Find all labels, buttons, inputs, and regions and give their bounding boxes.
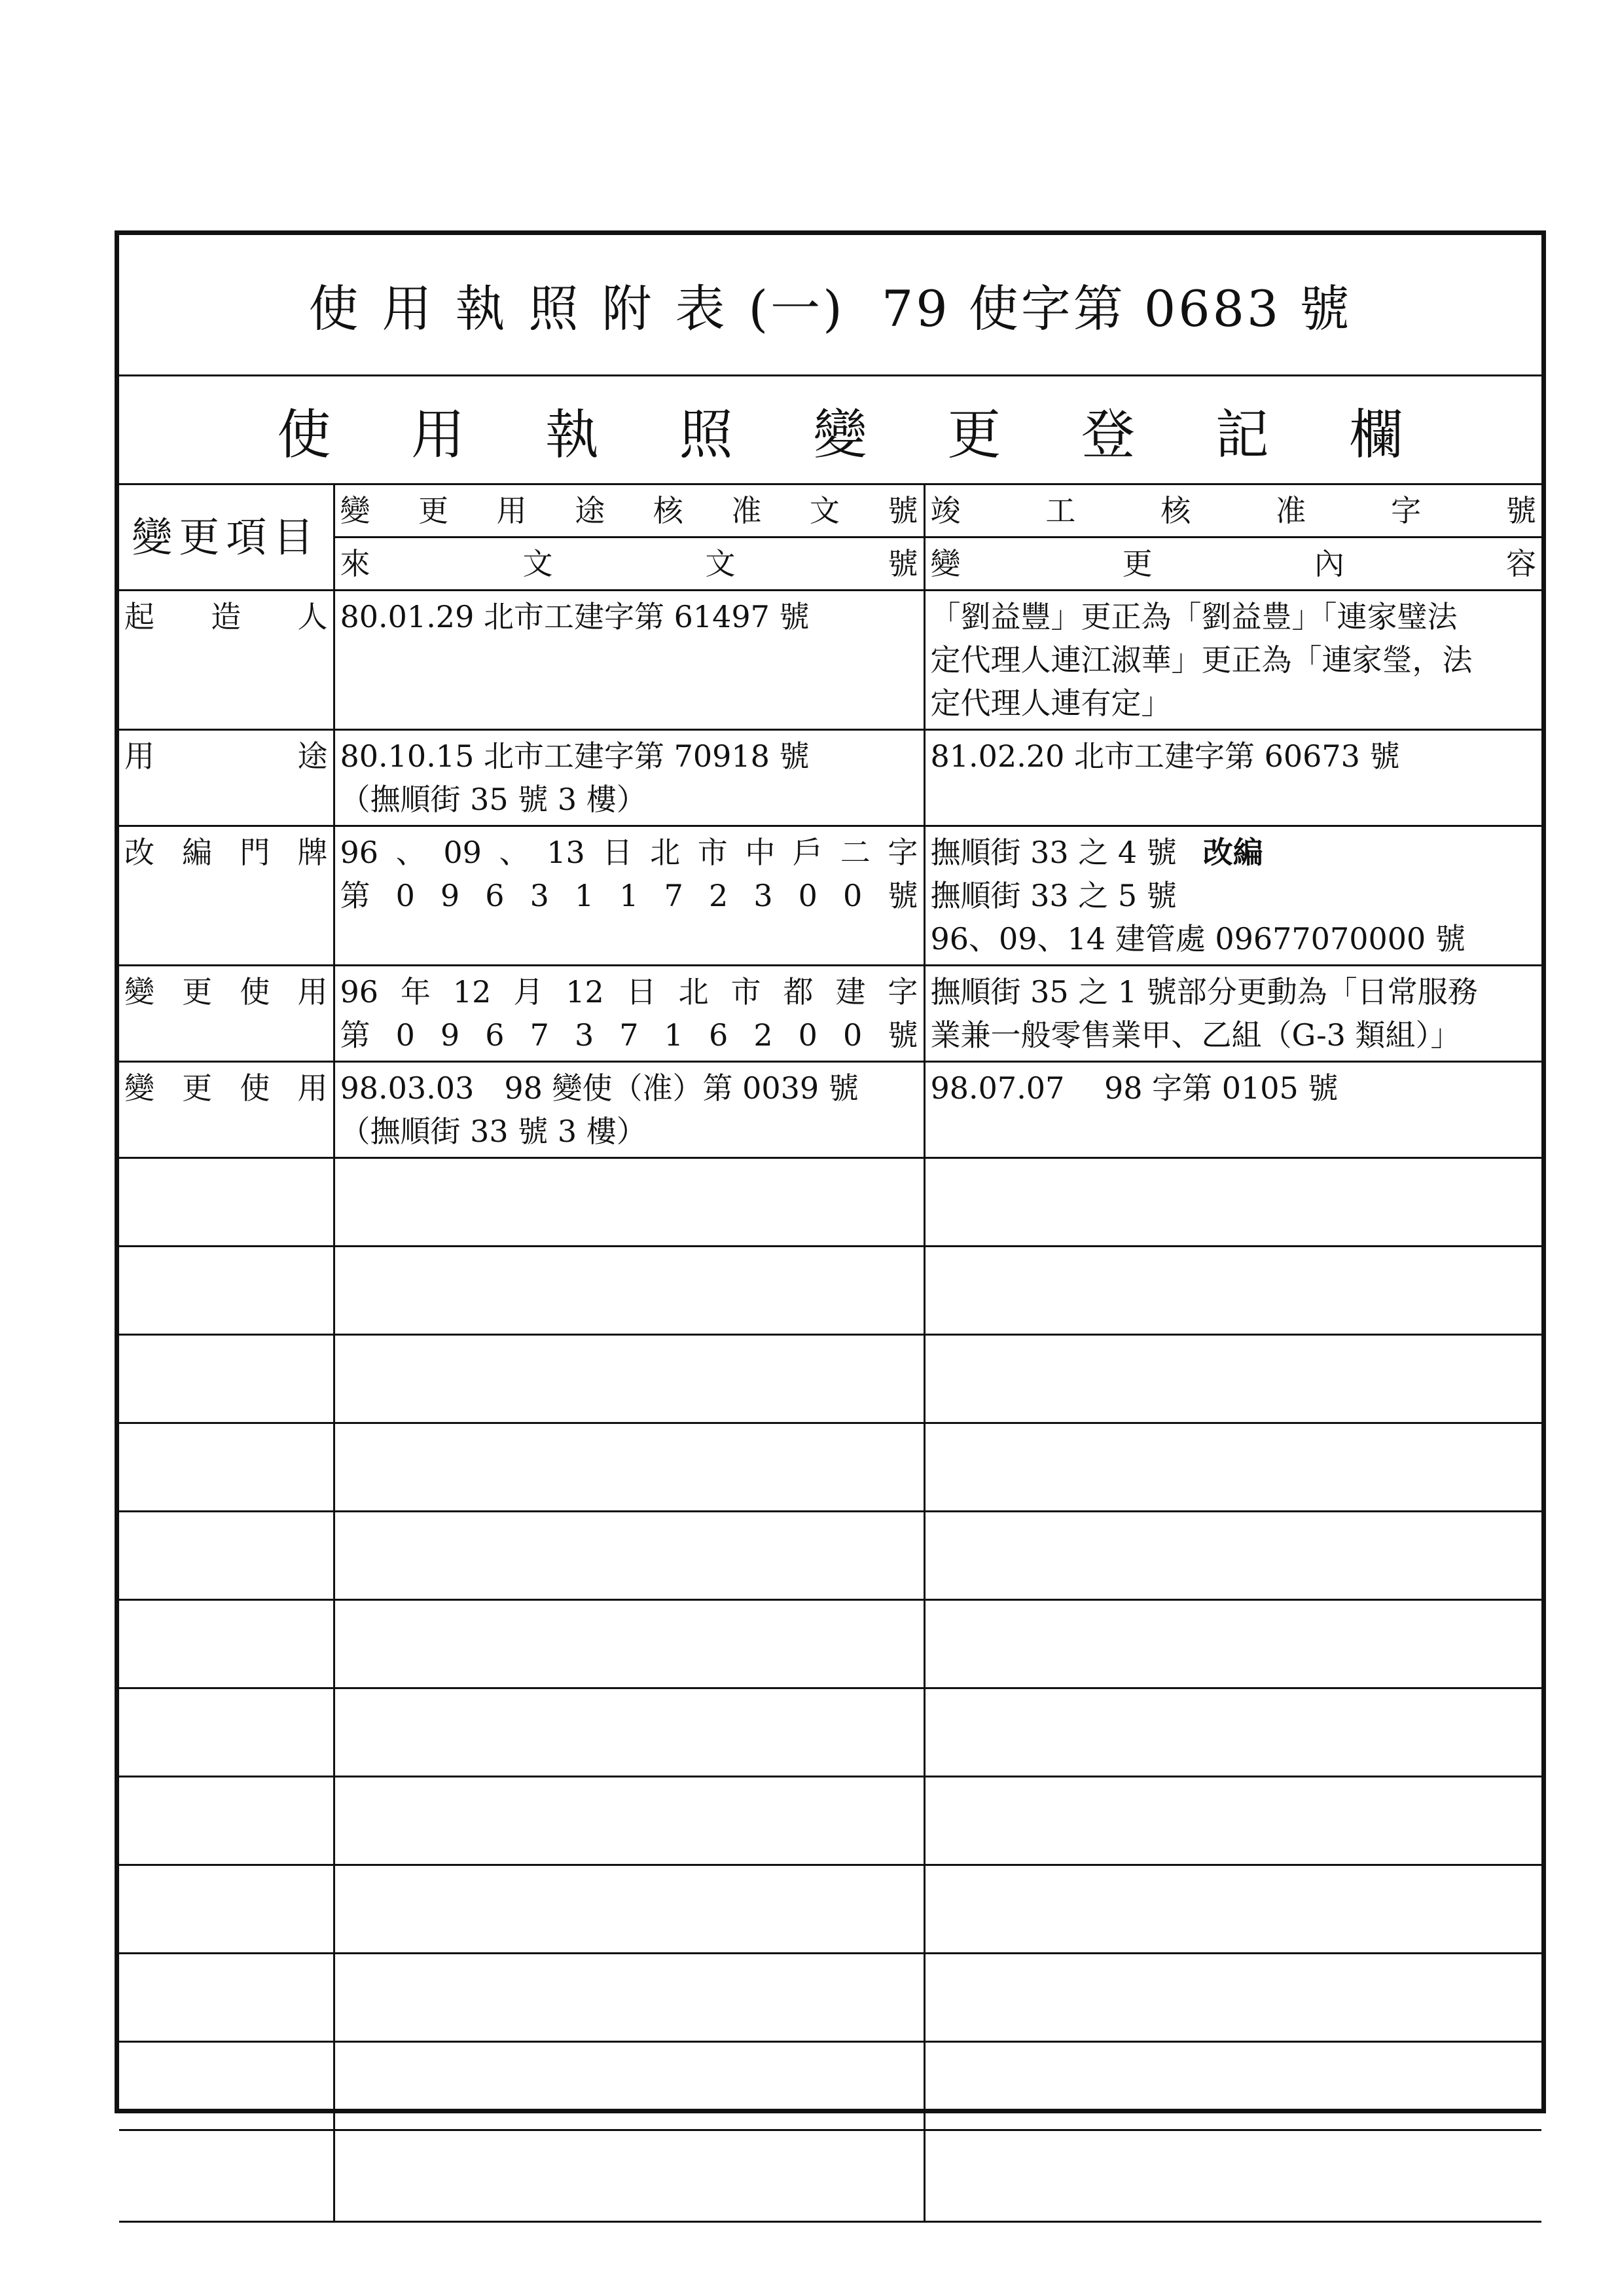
content-cell bbox=[924, 1062, 1541, 1158]
spaced-char: 0 bbox=[798, 878, 818, 913]
spaced-char: 0 bbox=[395, 878, 415, 913]
spaced-char: 日 bbox=[602, 835, 633, 870]
subtitle-char: 執 bbox=[545, 404, 599, 466]
license-form bbox=[115, 230, 1546, 2113]
change-content-header bbox=[924, 538, 1541, 591]
spaced-char: 1 bbox=[664, 1017, 683, 1053]
spaced-char: 使 bbox=[240, 974, 270, 1010]
subtitle-char: 變 bbox=[813, 404, 867, 466]
spaced-char: 12 bbox=[566, 974, 604, 1010]
spaced-char: 核 bbox=[1160, 493, 1191, 528]
spaced-char: 變 bbox=[930, 546, 961, 581]
spaced-char: 2 bbox=[708, 878, 728, 913]
spaced-char: 字 bbox=[1391, 493, 1422, 528]
cell-line: 98.07.07 98 字第 0105 號 bbox=[930, 1070, 1339, 1106]
table-row bbox=[119, 730, 1541, 826]
subtitle-char: 欄 bbox=[1349, 404, 1403, 466]
title-char: 使 bbox=[308, 280, 361, 338]
empty-row bbox=[119, 1954, 1541, 2042]
spaced-char: 准 bbox=[1276, 493, 1306, 528]
spaced-char: 市 bbox=[697, 835, 728, 870]
spaced-char: 市 bbox=[730, 974, 761, 1010]
spaced-char: 7 bbox=[664, 878, 683, 913]
cell-line: 業兼一般零售業甲、乙組（G-3 類組）」 bbox=[930, 1017, 1461, 1053]
spaced-char: 變 bbox=[124, 1070, 154, 1106]
spaced-char: 0 bbox=[843, 1017, 863, 1053]
item-cell bbox=[119, 591, 334, 730]
spaced-char: 變 bbox=[124, 974, 154, 1010]
cell-line: 「劉益豐」更正為「劉益豊」「連家璧法 bbox=[930, 599, 1458, 634]
spaced-char: 3 bbox=[530, 878, 549, 913]
spaced-char: 造 bbox=[211, 599, 242, 634]
item-cell bbox=[119, 730, 334, 826]
spaced-char: 戶 bbox=[793, 835, 823, 870]
title-char: 執 bbox=[455, 280, 508, 338]
spaced-char: 來 bbox=[340, 546, 370, 581]
spaced-char: 容 bbox=[1505, 546, 1536, 581]
subtitle-char: 照 bbox=[679, 404, 733, 466]
doc-cell bbox=[334, 966, 924, 1062]
cell-line: 98.03.03 98 變使（准）第 0039 號 bbox=[340, 1070, 859, 1106]
item-cell bbox=[119, 1062, 334, 1158]
spaced-char: 第 bbox=[340, 878, 370, 913]
content-line: 撫順街 33 之 4 號 bbox=[930, 835, 1177, 870]
spaced-char: 用 bbox=[297, 974, 328, 1010]
content-line: 96、09、14 建管處 09677070000 號 bbox=[930, 921, 1465, 957]
spaced-char: 竣 bbox=[930, 493, 961, 528]
spaced-char: 0 bbox=[798, 1017, 818, 1053]
spaced-char: 96 bbox=[340, 835, 379, 870]
item-header: 變更項目 bbox=[119, 484, 334, 591]
spaced-char: 用 bbox=[297, 1070, 328, 1106]
spaced-char: 途 bbox=[575, 493, 605, 528]
spaced-char: 6 bbox=[485, 1017, 505, 1053]
doc-cell bbox=[334, 591, 924, 730]
spaced-char: 起 bbox=[124, 599, 154, 634]
cell-line: 81.02.20 北市工建字第 60673 號 bbox=[930, 738, 1400, 774]
content-cell bbox=[924, 966, 1541, 1062]
spaced-char: 更 bbox=[1122, 546, 1153, 581]
spaced-char: 號 bbox=[1505, 493, 1536, 528]
spaced-char: 途 bbox=[297, 738, 328, 774]
spaced-char: 0 bbox=[395, 1017, 415, 1053]
empty-row bbox=[119, 1688, 1541, 1777]
subtitle-char: 更 bbox=[947, 404, 1001, 466]
spaced-char: 使 bbox=[240, 1070, 270, 1106]
cell-line: （撫順街 33 號 3 樓） bbox=[340, 1114, 647, 1149]
spaced-char: 9 bbox=[440, 878, 460, 913]
spaced-char: 號 bbox=[888, 546, 918, 581]
header-row-top bbox=[119, 484, 1541, 538]
spaced-char: 6 bbox=[485, 878, 505, 913]
cell-line: （撫順街 35 號 3 樓） bbox=[340, 782, 647, 817]
spaced-char: 第 bbox=[340, 1017, 370, 1053]
spaced-char: 更 bbox=[182, 1070, 213, 1106]
renumber-tag: 改編 bbox=[1202, 835, 1263, 870]
cell-line: 80.01.29 北市工建字第 61497 號 bbox=[340, 599, 810, 634]
spaced-char: 文 bbox=[705, 546, 736, 581]
spaced-char: 文 bbox=[809, 493, 840, 528]
content-cell bbox=[924, 826, 1541, 966]
spaced-char: 1 bbox=[619, 878, 639, 913]
spaced-char: 號 bbox=[888, 493, 918, 528]
spaced-char: 工 bbox=[1045, 493, 1076, 528]
spaced-char: 內 bbox=[1314, 546, 1344, 581]
spaced-char: 更 bbox=[418, 493, 449, 528]
form-subtitle bbox=[119, 376, 1541, 484]
spaced-char: 用 bbox=[124, 738, 154, 774]
spaced-char: 月 bbox=[513, 974, 544, 1010]
spaced-char: 人 bbox=[297, 599, 328, 634]
spaced-char: 更 bbox=[182, 974, 213, 1010]
empty-row bbox=[119, 2042, 1541, 2130]
incoming-doc-header bbox=[334, 538, 924, 591]
spaced-char: 北 bbox=[650, 835, 681, 870]
empty-row bbox=[119, 1423, 1541, 1512]
empty-row bbox=[119, 1247, 1541, 1335]
subtitle-char: 記 bbox=[1215, 404, 1269, 466]
cell-line: 80.10.15 北市工建字第 70918 號 bbox=[340, 738, 810, 774]
empty-row bbox=[119, 1777, 1541, 1865]
doc-cell bbox=[334, 730, 924, 826]
cell-line: 定代理人連有定」 bbox=[930, 685, 1172, 721]
spaced-char: 6 bbox=[708, 1017, 728, 1053]
spaced-char: 09 bbox=[443, 835, 482, 870]
spaced-char: 、 bbox=[395, 835, 426, 870]
spaced-char: 編 bbox=[182, 835, 213, 870]
spaced-char: 准 bbox=[731, 493, 762, 528]
subtitle-char: 使 bbox=[277, 404, 331, 466]
license-number: 79 使字第 0683 號 bbox=[881, 280, 1352, 338]
spaced-char: 號 bbox=[888, 878, 918, 913]
spaced-char: 12 bbox=[452, 974, 492, 1010]
spaced-char: 建 bbox=[835, 974, 866, 1010]
spaced-char: 0 bbox=[843, 878, 863, 913]
cell-line: 定代理人連江淑華」更正為「連家瑩，法 bbox=[930, 642, 1473, 678]
spaced-char: 日 bbox=[626, 974, 656, 1010]
spaced-char: 13 bbox=[547, 835, 585, 870]
spaced-char: 都 bbox=[783, 974, 814, 1010]
spaced-char: 9 bbox=[440, 1017, 460, 1053]
spaced-char: 7 bbox=[530, 1017, 549, 1053]
spaced-char: 2 bbox=[753, 1017, 773, 1053]
table-row bbox=[119, 591, 1541, 730]
empty-row bbox=[119, 1600, 1541, 1688]
title-char: 用 bbox=[382, 280, 435, 338]
empty-row bbox=[119, 2130, 1541, 2222]
spaced-char: 字 bbox=[888, 835, 918, 870]
content-cell bbox=[924, 591, 1541, 730]
content-line: 撫順街 33 之 5 號 bbox=[930, 878, 1177, 913]
title-char: (一) bbox=[748, 280, 845, 338]
spaced-char: 北 bbox=[678, 974, 709, 1010]
form-title bbox=[119, 235, 1541, 374]
table-row bbox=[119, 826, 1541, 966]
empty-row bbox=[119, 1512, 1541, 1600]
subtitle-char: 登 bbox=[1081, 404, 1135, 466]
spaced-char: 二 bbox=[840, 835, 871, 870]
title-char: 表 bbox=[675, 280, 728, 338]
subtitle-char: 用 bbox=[411, 404, 465, 466]
doc-cell bbox=[334, 1062, 924, 1158]
spaced-char: 中 bbox=[745, 835, 776, 870]
title-char: 附 bbox=[602, 280, 655, 338]
spaced-char: 門 bbox=[240, 835, 270, 870]
empty-row bbox=[119, 1335, 1541, 1423]
completion-no-header bbox=[924, 484, 1541, 538]
table-row bbox=[119, 1062, 1541, 1158]
change-register-table bbox=[119, 483, 1541, 2223]
spaced-char: 用 bbox=[496, 493, 527, 528]
spaced-char: 7 bbox=[619, 1017, 639, 1053]
approval-doc-header bbox=[334, 484, 924, 538]
spaced-char: 字 bbox=[888, 974, 918, 1010]
cell-line: 撫順街 35 之 1 號部分更動為「日常服務 bbox=[930, 974, 1478, 1010]
item-cell bbox=[119, 966, 334, 1062]
spaced-char: 號 bbox=[888, 1017, 918, 1053]
spaced-char: 3 bbox=[574, 1017, 594, 1053]
empty-row bbox=[119, 1158, 1541, 1247]
spaced-char: 3 bbox=[753, 878, 773, 913]
content-cell bbox=[924, 730, 1541, 826]
spaced-char: 、 bbox=[499, 835, 530, 870]
spaced-char: 變 bbox=[340, 493, 370, 528]
spaced-char: 文 bbox=[522, 546, 553, 581]
spaced-char: 96 bbox=[340, 974, 379, 1010]
spaced-char: 核 bbox=[653, 493, 683, 528]
title-char: 照 bbox=[528, 280, 581, 338]
spaced-char: 年 bbox=[400, 974, 431, 1010]
spaced-char: 牌 bbox=[297, 835, 328, 870]
item-cell bbox=[119, 826, 334, 966]
table-row bbox=[119, 966, 1541, 1062]
spaced-char: 1 bbox=[574, 878, 594, 913]
doc-cell bbox=[334, 826, 924, 966]
empty-row bbox=[119, 1865, 1541, 1954]
spaced-char: 改 bbox=[124, 835, 154, 870]
